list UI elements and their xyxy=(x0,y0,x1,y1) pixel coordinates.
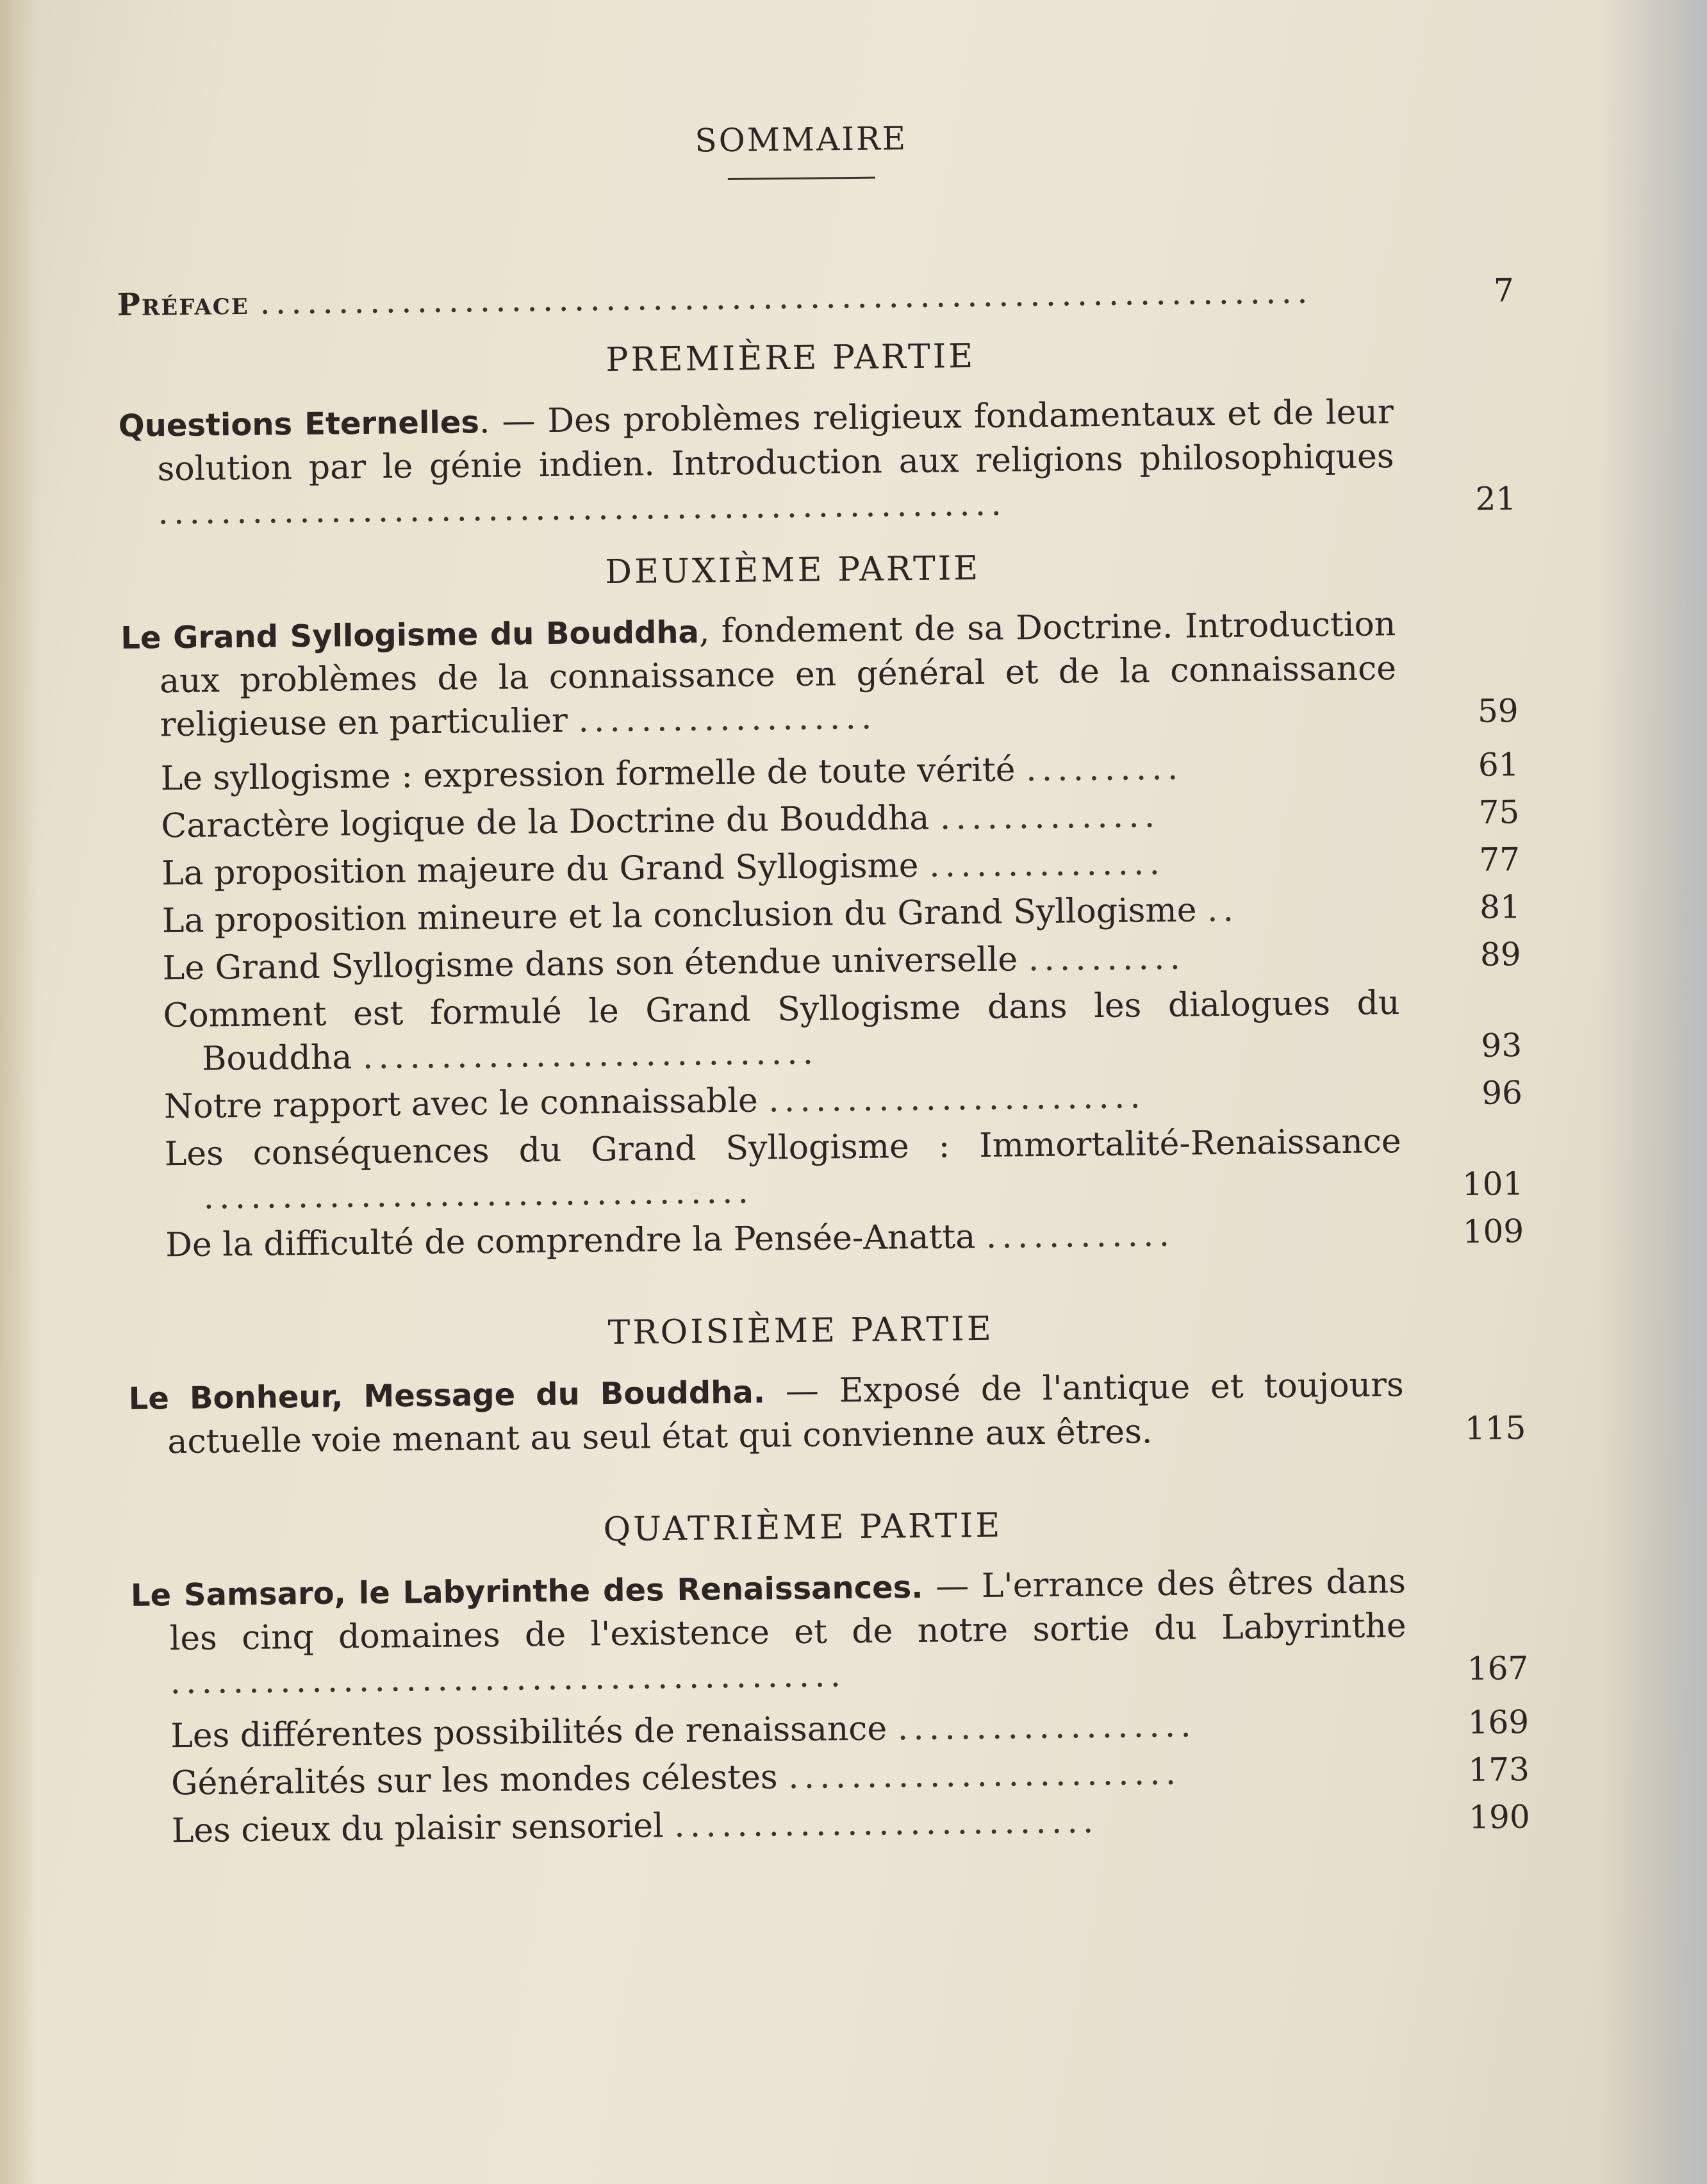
page-gutter-shadow xyxy=(0,0,38,2184)
part-4-page-number: 167 xyxy=(1467,1650,1529,1688)
list-item xyxy=(171,1795,1530,1853)
list-item-page-number: 173 xyxy=(1468,1751,1530,1789)
list-item-text: Notre rapport avec le connaissable xyxy=(163,1081,758,1127)
list-item-page-number: 169 xyxy=(1467,1703,1530,1742)
list-item-leader-dots: .......... xyxy=(1025,749,1183,790)
list-item-leader-dots: .. xyxy=(1207,890,1239,930)
part-4-heading: QUATRIÈME PARTIE xyxy=(603,1506,1003,1550)
list-item-page-number: 81 xyxy=(1479,888,1521,926)
preface-text xyxy=(117,269,1393,327)
part-2-description: , fondement de sa Doctrine. Introduction aux problèmes de la connaissance en général et de la connaissance religieuse en particulier xyxy=(159,605,1397,745)
list-item xyxy=(163,980,1522,1081)
part-4-leader-dots: ........................................... xyxy=(170,1656,846,1702)
list-item-page-number: 93 xyxy=(1481,1027,1522,1064)
list-item-text: Caractère logique de la Doctrine du Bouddha xyxy=(161,798,930,846)
list-item-leader-dots: ............................. xyxy=(362,1033,819,1077)
part-3-page-number: 115 xyxy=(1464,1409,1526,1448)
list-item-page-number: 77 xyxy=(1479,841,1521,879)
list-item-text: La proposition mineure et la conclusion du Grand Syllogisme xyxy=(161,891,1197,941)
list-item-text: Le Grand Syllogisme dans son étendue universelle xyxy=(162,940,1018,988)
list-item-text: La proposition majeure du Grand Syllogisme xyxy=(161,846,919,893)
part-1-description: . — Des problèmes religieux fondamentaux et de leur solution par le génie indien. Introduction aux religions philosophiques xyxy=(157,393,1394,489)
part-4-description: — L'errance des êtres dans les cinq domaines de l'existence et de notre sortie du Labyrinthe xyxy=(169,1562,1406,1659)
list-item xyxy=(165,1209,1524,1267)
list-item-leader-dots: ........................ xyxy=(768,1077,1146,1120)
preface-label: Préface xyxy=(117,285,249,323)
preface-leader-dots: ................................................................... xyxy=(259,272,1313,322)
part-2-leader-dots: ................... xyxy=(577,698,877,740)
page-edge-shadow xyxy=(1598,0,1707,2184)
list-item-leader-dots: ................... xyxy=(897,1706,1197,1748)
page-title: SOMMAIRE xyxy=(695,120,908,160)
part-2-text xyxy=(120,602,1397,747)
part-3-heading: TROISIÈME PARTIE xyxy=(607,1309,994,1353)
part-2-heading: DEUXIÈME PARTIE xyxy=(605,549,981,592)
list-item-text: Les conséquences du Grand Syllogisme : Immortalité-Renaissance xyxy=(164,1122,1401,1174)
list-item-text: Les cieux du plaisir sensoriel xyxy=(171,1807,664,1851)
part-1-leader-dots: ...................................................... xyxy=(157,484,1007,533)
part-3-description: — Exposé de l'antique et toujours actuelle voie menant au seul état qui convienne aux êtres. xyxy=(167,1366,1404,1462)
list-item-text: Comment est formulé le Grand Syllogisme dans les dialogues du Bouddha xyxy=(163,984,1400,1079)
list-item-text: Le syllogisme : expression formelle de toute vérité xyxy=(160,750,1016,798)
list-item xyxy=(164,1118,1523,1220)
preface-page-number: 7 xyxy=(1493,272,1515,310)
list-item-page-number: 75 xyxy=(1478,793,1520,831)
part-2-entry xyxy=(120,601,1519,747)
part-4-text xyxy=(130,1560,1407,1704)
part-2-lead: Le Grand Syllogisme du Bouddha xyxy=(120,614,700,656)
list-item-leader-dots: .............. xyxy=(939,796,1160,838)
part-4-entry xyxy=(131,1559,1529,1705)
part-4-sub-entries xyxy=(132,1700,1530,1853)
table-of-contents xyxy=(115,113,1530,1857)
list-item-leader-dots: ................................... xyxy=(203,1172,754,1217)
part-2-page-number: 59 xyxy=(1477,692,1519,730)
list-item-page-number: 61 xyxy=(1478,746,1519,784)
list-item-leader-dots: .......... xyxy=(1028,938,1186,979)
part-3-lead: Le Bonheur, Message du Bouddha. xyxy=(128,1374,766,1417)
list-item-page-number: 101 xyxy=(1462,1165,1524,1204)
part-1-entry xyxy=(119,389,1517,535)
list-item-leader-dots: ............ xyxy=(985,1215,1175,1256)
part-4-lead: Le Samsaro, le Labyrinthe des Renaissances. xyxy=(130,1569,923,1614)
part-1-text xyxy=(118,390,1394,534)
list-item-text: Les différentes possibilités de renaissance xyxy=(170,1709,887,1756)
list-item-text: Généralités sur les mondes célestes xyxy=(170,1758,778,1803)
part-2-sub-entries xyxy=(122,743,1524,1268)
list-item-page-number: 109 xyxy=(1462,1212,1524,1251)
list-item-text: De la difficulté de comprendre la Pensée-Anatta xyxy=(165,1218,976,1265)
list-item-page-number: 89 xyxy=(1480,936,1521,973)
preface-entry xyxy=(117,268,1515,327)
title-rule xyxy=(728,177,875,180)
list-item-leader-dots: ......................... xyxy=(788,1753,1182,1797)
list-item-page-number: 96 xyxy=(1481,1074,1523,1112)
list-item-page-number: 190 xyxy=(1468,1798,1531,1837)
list-item-leader-dots: ........................... xyxy=(673,1802,1099,1846)
list-item-leader-dots: ............... xyxy=(928,843,1166,885)
part-1-heading: PREMIÈRE PARTIE xyxy=(606,336,976,380)
part-3-text xyxy=(128,1363,1404,1464)
part-1-lead: Questions Eternelles xyxy=(118,404,480,444)
part-1-page-number: 21 xyxy=(1475,480,1517,518)
part-3-entry xyxy=(128,1362,1526,1464)
